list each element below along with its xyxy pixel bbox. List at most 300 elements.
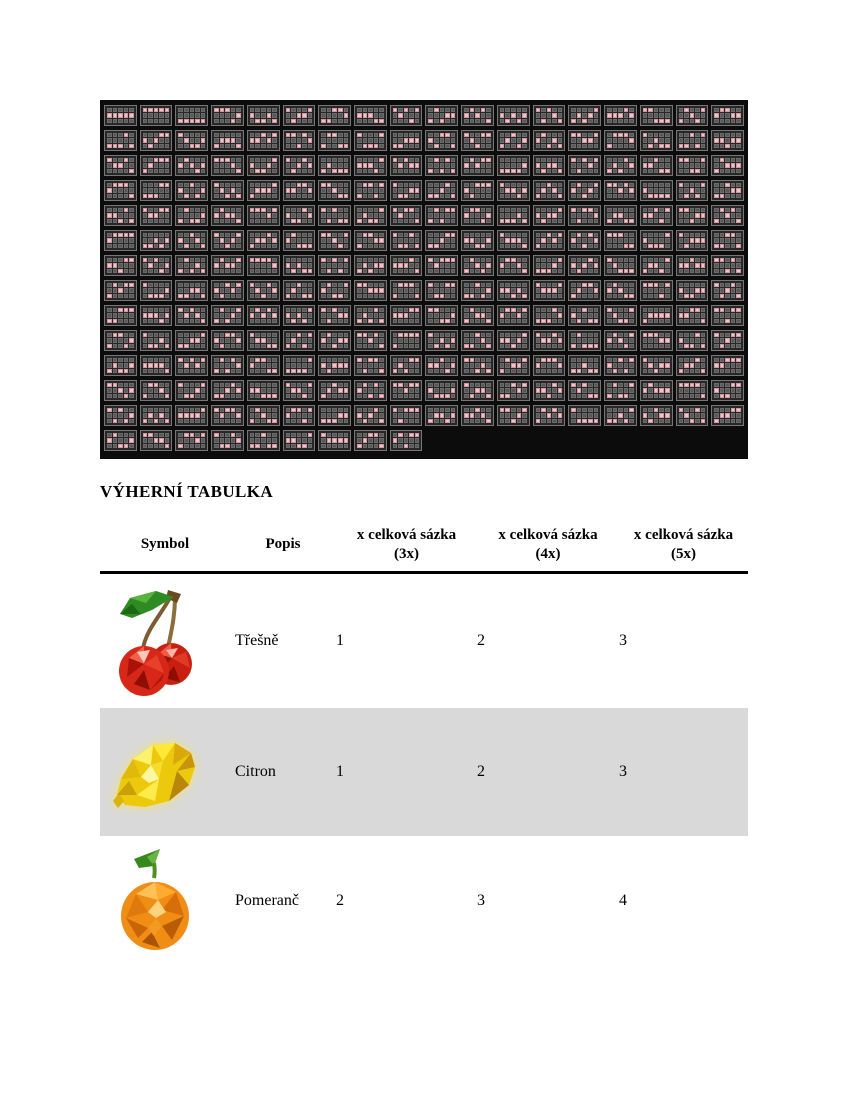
- payline-cell-on: [607, 419, 612, 423]
- payline-cell-off: [624, 363, 629, 367]
- payline-cell-off: [286, 408, 291, 412]
- payline-tile: [211, 105, 244, 126]
- payline-cell-off: [129, 444, 134, 448]
- payline-cell-on: [332, 108, 337, 112]
- payline-cell-off: [618, 208, 623, 212]
- payline-cell-off: [558, 108, 563, 112]
- payline-cell-on: [552, 263, 557, 267]
- payline-cell-off: [725, 388, 730, 392]
- payline-cell-on: [629, 408, 634, 412]
- payline-cell-off: [588, 144, 593, 148]
- payline-cell-off: [464, 138, 469, 142]
- payline-cell-off: [690, 338, 695, 342]
- payline-cell-on: [588, 163, 593, 167]
- payline-cell-off: [302, 383, 307, 387]
- payline-cell-off: [451, 238, 456, 242]
- payline-cell-off: [577, 394, 582, 398]
- payline-cell-on: [113, 333, 118, 337]
- payline-cell-off: [618, 419, 623, 423]
- payline-cell-off: [505, 333, 510, 337]
- payline-cell-off: [475, 138, 480, 142]
- payline-cell-on: [618, 213, 623, 217]
- payline-cell-off: [143, 188, 148, 192]
- payline-cell-off: [481, 119, 486, 123]
- payline-cell-off: [470, 119, 475, 123]
- payline-cell-off: [536, 169, 541, 173]
- payline-cell-off: [184, 163, 189, 167]
- payline-cell-on: [690, 238, 695, 242]
- payline-cell-off: [588, 408, 593, 412]
- payline-cell-on: [552, 408, 557, 412]
- payline-cell-off: [291, 213, 296, 217]
- payline-tile: [354, 430, 387, 451]
- payline-cell-off: [500, 319, 505, 323]
- payline-cell-on: [409, 383, 414, 387]
- payline-cell-off: [679, 169, 684, 173]
- payline-cell-off: [363, 344, 368, 348]
- payline-cell-off: [428, 408, 433, 412]
- payline-cell-off: [214, 363, 219, 367]
- payline-cell-off: [613, 108, 618, 112]
- payline-cell-on: [648, 213, 653, 217]
- payline-tile: [711, 355, 744, 376]
- payline-cell-off: [481, 258, 486, 262]
- payline-cell-off: [267, 219, 272, 223]
- payline-cell-on: [517, 169, 522, 173]
- symbol-cell: [100, 721, 230, 823]
- payline-cell-on: [440, 188, 445, 192]
- payline-cell-on: [577, 219, 582, 223]
- payline-tile: [104, 305, 137, 326]
- payline-cell-on: [475, 144, 480, 148]
- payline-cell-off: [297, 433, 302, 437]
- payline-cell-on: [481, 219, 486, 223]
- payline-tile: [247, 130, 280, 151]
- payline-cell-off: [154, 333, 159, 337]
- payline-cell-off: [607, 108, 612, 112]
- payline-cell-on: [679, 158, 684, 162]
- payline-cell-off: [363, 258, 368, 262]
- payline-cell-on: [517, 363, 522, 367]
- payline-cell-off: [517, 294, 522, 298]
- payline-cell-off: [338, 163, 343, 167]
- payline-cell-off: [522, 183, 527, 187]
- payline-cell-on: [613, 283, 618, 287]
- payline-cell-on: [594, 344, 599, 348]
- payline-cell-off: [607, 408, 612, 412]
- payline-cell-off: [522, 233, 527, 237]
- payline-tile: [354, 405, 387, 426]
- payline-cell-off: [404, 233, 409, 237]
- payline-cell-off: [571, 213, 576, 217]
- payline-cell-off: [231, 144, 236, 148]
- payline-cell-off: [714, 158, 719, 162]
- paytable-header-row: [100, 518, 748, 574]
- payline-cell-on: [178, 119, 183, 123]
- payline-cell-off: [327, 169, 332, 173]
- payline-cell-off: [470, 263, 475, 267]
- payline-cell-off: [195, 269, 200, 273]
- payline-cell-off: [440, 108, 445, 112]
- payline-cell-off: [201, 388, 206, 392]
- payline-cell-off: [731, 158, 736, 162]
- payline-cell-on: [679, 233, 684, 237]
- payline-cell-off: [261, 219, 266, 223]
- payline-cell-off: [236, 383, 241, 387]
- payline-cell-off: [701, 169, 706, 173]
- payline-cell-off: [272, 219, 277, 223]
- payline-cell-off: [720, 313, 725, 317]
- payline-cell-on: [486, 419, 491, 423]
- payline-cell-off: [731, 419, 736, 423]
- payline-cell-off: [607, 358, 612, 362]
- payline-cell-on: [368, 113, 373, 117]
- payline-cell-off: [470, 419, 475, 423]
- payline-cell-on: [500, 263, 505, 267]
- payline-cell-off: [511, 263, 516, 267]
- payline-cell-off: [404, 413, 409, 417]
- payline-cell-off: [327, 194, 332, 198]
- payline-cell-off: [571, 233, 576, 237]
- payline-cell-on: [118, 308, 123, 312]
- payline-cell-on: [344, 338, 349, 342]
- payline-cell-off: [665, 108, 670, 112]
- payline-cell-on: [338, 413, 343, 417]
- payline-cell-on: [582, 138, 587, 142]
- payline-cell-off: [701, 313, 706, 317]
- payline-cell-on: [720, 363, 725, 367]
- payline-tile: [604, 255, 637, 276]
- payline-cell-off: [517, 188, 522, 192]
- payline-cell-off: [571, 319, 576, 323]
- payline-cell-off: [107, 413, 112, 417]
- payline-cell-on: [517, 288, 522, 292]
- col-header-popis: [230, 535, 336, 554]
- payline-cell-off: [659, 369, 664, 373]
- payline-cell-off: [190, 438, 195, 442]
- payline-cell-off: [374, 413, 379, 417]
- payline-cell-off: [368, 308, 373, 312]
- payline-cell-off: [220, 363, 225, 367]
- payline-cell-off: [267, 208, 272, 212]
- payline-cell-off: [547, 194, 552, 198]
- payline-tile: [497, 105, 530, 126]
- payline-cell-off: [701, 138, 706, 142]
- payline-cell-off: [679, 133, 684, 137]
- payline-cell-off: [165, 233, 170, 237]
- payline-cell-on: [368, 269, 373, 273]
- payline-tile: [104, 205, 137, 226]
- payline-cell-off: [714, 369, 719, 373]
- payline-cell-off: [511, 408, 516, 412]
- payline-cell-on: [536, 419, 541, 423]
- payline-cell-on: [143, 333, 148, 337]
- payline-cell-on: [701, 108, 706, 112]
- payline-cell-off: [481, 383, 486, 387]
- payline-cell-off: [500, 138, 505, 142]
- payline-cell-on: [481, 363, 486, 367]
- payline-cell-off: [113, 238, 118, 242]
- payline-cell-on: [236, 388, 241, 392]
- payline-cell-off: [344, 208, 349, 212]
- payline-cell-off: [475, 419, 480, 423]
- payline-cell-off: [272, 363, 277, 367]
- payline-cell-off: [481, 419, 486, 423]
- payline-cell-off: [272, 163, 277, 167]
- payline-cell-on: [415, 163, 420, 167]
- payline-cell-off: [475, 133, 480, 137]
- payline-cell-off: [714, 313, 719, 317]
- payline-cell-off: [327, 363, 332, 367]
- payline-cell-off: [470, 363, 475, 367]
- payline-cell-off: [725, 208, 730, 212]
- payline-cell-on: [428, 258, 433, 262]
- payline-cell-on: [618, 233, 623, 237]
- payline-cell-off: [231, 233, 236, 237]
- payline-cell-off: [481, 138, 486, 142]
- payline-cell-on: [297, 313, 302, 317]
- payline-cell-off: [536, 158, 541, 162]
- payline-cell-on: [225, 333, 230, 337]
- payline-cell-off: [379, 413, 384, 417]
- payline-cell-off: [368, 263, 373, 267]
- payline-cell-off: [440, 313, 445, 317]
- payline-cell-on: [541, 288, 546, 292]
- payline-cell-off: [588, 363, 593, 367]
- payline-cell-off: [571, 194, 576, 198]
- payline-cell-on: [201, 433, 206, 437]
- payline-cell-off: [129, 313, 134, 317]
- payline-cell-on: [184, 294, 189, 298]
- payline-cell-off: [541, 413, 546, 417]
- payline-cell-off: [451, 358, 456, 362]
- payline-cell-off: [701, 333, 706, 337]
- payline-cell-off: [393, 258, 398, 262]
- payline-cell-off: [357, 144, 362, 148]
- payline-cell-on: [201, 244, 206, 248]
- payline-cell-on: [558, 363, 563, 367]
- payline-cell-off: [695, 258, 700, 262]
- payline-cell-off: [225, 169, 230, 173]
- payline-cell-on: [541, 358, 546, 362]
- payline-cell-off: [338, 208, 343, 212]
- payline-cell-off: [511, 269, 516, 273]
- payline-tile: [140, 255, 173, 276]
- payline-cell-off: [571, 269, 576, 273]
- payline-cell-on: [517, 144, 522, 148]
- payline-cell-on: [297, 144, 302, 148]
- payline-cell-on: [250, 333, 255, 337]
- payline-cell-on: [643, 319, 648, 323]
- payline-cell-on: [338, 219, 343, 223]
- payline-cell-off: [214, 188, 219, 192]
- payline-cell-off: [338, 233, 343, 237]
- payline-cell-off: [113, 313, 118, 317]
- payline-cell-off: [398, 258, 403, 262]
- payline-cell-on: [654, 369, 659, 373]
- payline-cell-on: [648, 108, 653, 112]
- payline-cell-on: [236, 438, 241, 442]
- payline-cell-on: [624, 158, 629, 162]
- payline-cell-on: [201, 319, 206, 323]
- payline-cell-off: [124, 144, 129, 148]
- payline-cell-off: [107, 233, 112, 237]
- payline-cell-on: [571, 188, 576, 192]
- payline-cell-off: [690, 263, 695, 267]
- payline-cell-on: [225, 194, 230, 198]
- payline-cell-off: [440, 158, 445, 162]
- payline-cell-on: [445, 419, 450, 423]
- payline-cell-off: [231, 394, 236, 398]
- payline-cell-on: [500, 233, 505, 237]
- payline-cell-off: [118, 363, 123, 367]
- payline-cell-off: [148, 369, 153, 373]
- payline-cell-off: [470, 388, 475, 392]
- payline-cell-off: [481, 358, 486, 362]
- payline-cell-off: [547, 363, 552, 367]
- payline-cell-off: [536, 413, 541, 417]
- payline-cell-off: [190, 408, 195, 412]
- payline-cell-off: [308, 238, 313, 242]
- payline-cell-off: [178, 319, 183, 323]
- payline-cell-on: [379, 319, 384, 323]
- payline-cell-off: [629, 313, 634, 317]
- payline-cell-on: [409, 163, 414, 167]
- payline-cell-off: [291, 244, 296, 248]
- payline-cell-on: [464, 238, 469, 242]
- payline-cell-on: [374, 119, 379, 123]
- payline-cell-off: [190, 363, 195, 367]
- payline-cell-on: [143, 194, 148, 198]
- payline-cell-off: [679, 358, 684, 362]
- payline-cell-off: [225, 258, 230, 262]
- payline-cell-off: [511, 338, 516, 342]
- payline-cell-off: [571, 183, 576, 187]
- payline-cell-on: [720, 244, 725, 248]
- payline-cell-on: [332, 344, 337, 348]
- payline-cell-off: [500, 333, 505, 337]
- payline-cell-on: [731, 163, 736, 167]
- payline-cell-off: [654, 383, 659, 387]
- payline-cell-on: [511, 419, 516, 423]
- payline-cell-off: [731, 394, 736, 398]
- payline-cell-on: [428, 138, 433, 142]
- payline-cell-on: [190, 288, 195, 292]
- payline-cell-off: [440, 408, 445, 412]
- payline-cell-off: [684, 233, 689, 237]
- payline-cell-off: [267, 144, 272, 148]
- payline-tile: [497, 405, 530, 426]
- payline-cell-off: [701, 358, 706, 362]
- payline-cell-off: [308, 194, 313, 198]
- payline-cell-on: [195, 144, 200, 148]
- payline-cell-on: [143, 433, 148, 437]
- payline-cell-off: [695, 269, 700, 273]
- payline-cell-off: [541, 283, 546, 287]
- payline-cell-on: [486, 119, 491, 123]
- payline-cell-off: [148, 238, 153, 242]
- payline-cell-off: [190, 319, 195, 323]
- payline-cell-off: [517, 333, 522, 337]
- payline-cell-off: [684, 319, 689, 323]
- payline-cell-on: [648, 144, 653, 148]
- payline-cell-on: [451, 338, 456, 342]
- payline-tile: [104, 380, 137, 401]
- payline-cell-off: [107, 183, 112, 187]
- payline-cell-on: [398, 194, 403, 198]
- payline-cell-off: [124, 333, 129, 337]
- payline-cell-off: [500, 283, 505, 287]
- payline-cell-off: [415, 363, 420, 367]
- payline-cell-on: [338, 388, 343, 392]
- payline-cell-off: [690, 369, 695, 373]
- payline-cell-off: [695, 113, 700, 117]
- payline-cell-on: [517, 238, 522, 242]
- payline-tile: [533, 330, 566, 351]
- payline-cell-off: [577, 119, 582, 123]
- payline-cell-off: [214, 383, 219, 387]
- payline-cell-off: [118, 238, 123, 242]
- payline-cell-on: [404, 158, 409, 162]
- payline-tile: [175, 255, 208, 276]
- payline-cell-off: [129, 288, 134, 292]
- payline-cell-on: [321, 208, 326, 212]
- payline-cell-off: [428, 144, 433, 148]
- payline-cell-on: [308, 308, 313, 312]
- payline-cell-off: [178, 138, 183, 142]
- payline-cell-off: [165, 119, 170, 123]
- payline-cell-off: [440, 369, 445, 373]
- payline-cell-on: [486, 344, 491, 348]
- payline-cell-off: [107, 208, 112, 212]
- payline-cell-on: [582, 158, 587, 162]
- payline-tile: [711, 280, 744, 301]
- payline-tile: [533, 130, 566, 151]
- payline-tile: [175, 230, 208, 251]
- payline-cell-off: [398, 394, 403, 398]
- payline-cell-on: [113, 363, 118, 367]
- payline-cell-off: [267, 413, 272, 417]
- payline-cell-on: [577, 133, 582, 137]
- payline-cell-off: [302, 308, 307, 312]
- payline-cell-on: [415, 294, 420, 298]
- payline-cell-off: [701, 244, 706, 248]
- payline-cell-on: [267, 283, 272, 287]
- payline-cell-off: [643, 408, 648, 412]
- payline-cell-off: [522, 283, 527, 287]
- payline-cell-off: [695, 138, 700, 142]
- payline-cell-off: [344, 244, 349, 248]
- payline-cell-on: [665, 338, 670, 342]
- payline-tile: [568, 380, 601, 401]
- payline-cell-on: [522, 294, 527, 298]
- payline-cell-off: [129, 108, 134, 112]
- payline-tile: [211, 180, 244, 201]
- payline-cell-on: [201, 333, 206, 337]
- payline-cell-on: [267, 213, 272, 217]
- payline-cell-off: [255, 419, 260, 423]
- payline-cell-off: [571, 413, 576, 417]
- payline-cell-off: [486, 413, 491, 417]
- payline-tile: [604, 230, 637, 251]
- payline-cell-off: [720, 288, 725, 292]
- payline-cell-off: [714, 269, 719, 273]
- payline-cell-off: [404, 133, 409, 137]
- payline-cell-off: [665, 188, 670, 192]
- payline-tile: [711, 305, 744, 326]
- payline-cell-on: [250, 283, 255, 287]
- payline-cell-off: [607, 244, 612, 248]
